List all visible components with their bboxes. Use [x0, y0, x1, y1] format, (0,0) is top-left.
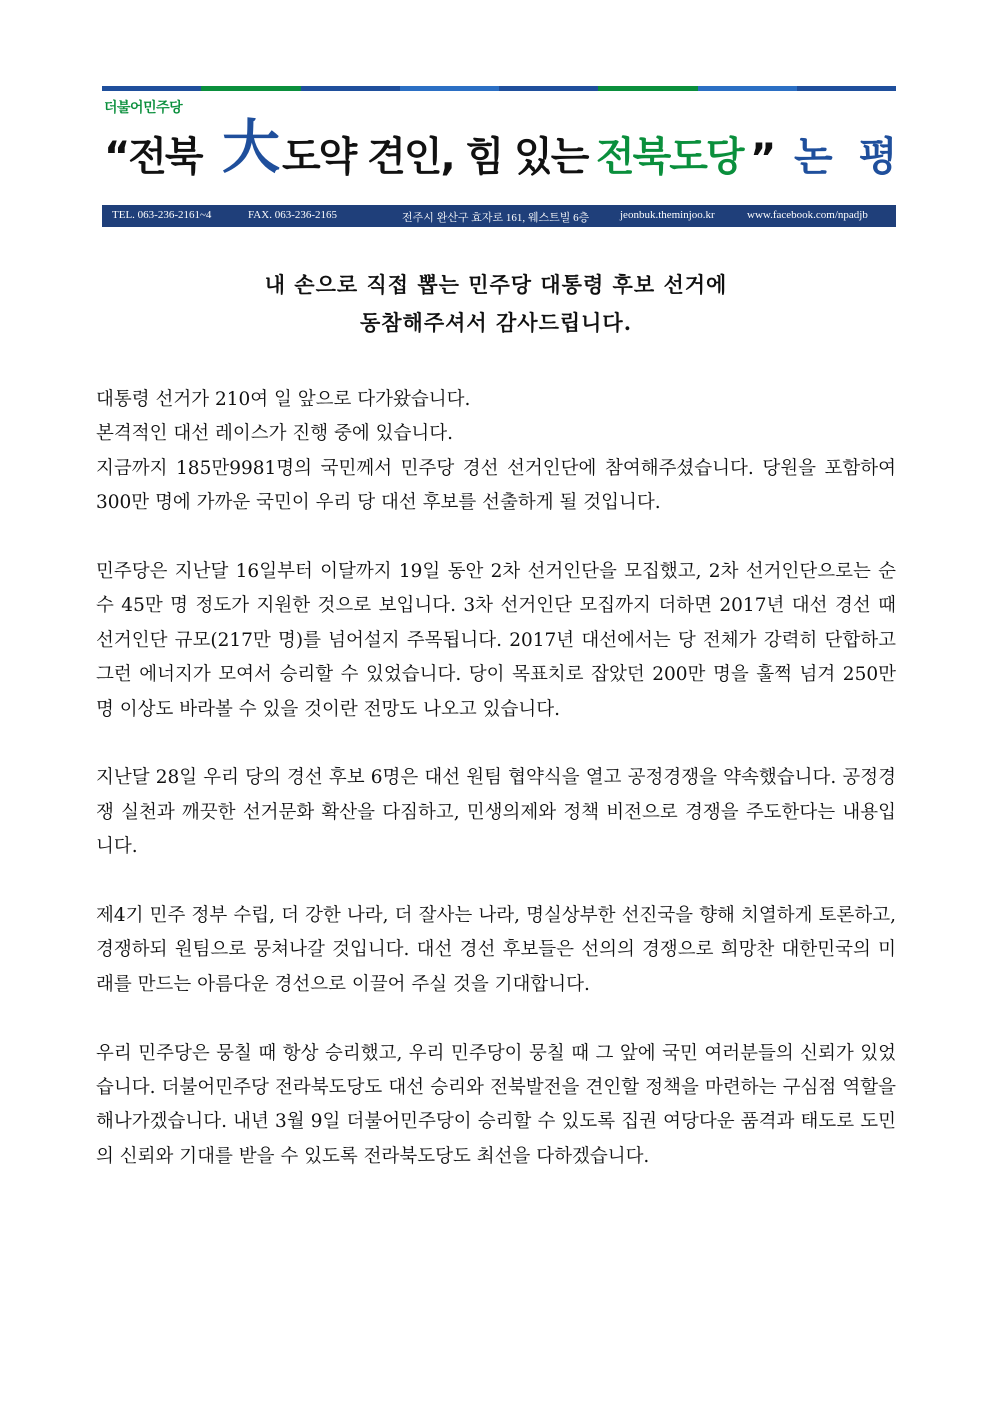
band-segment: [400, 86, 499, 91]
title-line-1: 내 손으로 직접 뽑는 민주당 대통령 후보 선거에: [264, 272, 728, 297]
band-segment: [102, 86, 201, 91]
headline-mid: 도약 견인, 힘 있는: [282, 134, 588, 180]
contact-tel: TEL. 063-236-2161~4: [112, 209, 212, 221]
header-headline: [104, 113, 904, 196]
title-line-2: 동참해주셔서 감사드립니다.: [359, 310, 633, 335]
headline-close-quote: ”: [750, 136, 775, 182]
paragraph-line: 대통령 선거가 210여 일 앞으로 다가왔습니다.: [96, 389, 471, 410]
paragraph-5: 우리 민주당은 뭉칠 때 항상 승리했고, 우리 민주당이 뭉칠 때 그 앞에 국민 여러분들의 신뢰가 있었습니다. 더불어민주당 전라북도당도 대선 승리와 전북발전을 견인할 정책을 마련하는 구심점 역할을 해나가겠습니다. 내년 3월 9일 더불어민주당이 승리할 수 있도록 집권 여당다운 품격과 태도로 도민의 신뢰와 기대를 받을 수 있도록 전라북도당도 최선을 다하겠습니다.: [96, 1042, 896, 1167]
headline-big-char: 大: [222, 113, 279, 181]
paragraph-1: [96, 383, 896, 521]
contact-info-bar: [102, 205, 896, 227]
headline-commentary-label: 논 평: [794, 134, 904, 180]
contact-fax: FAX. 063-236-2165: [248, 209, 338, 221]
paragraph-4: 제4기 민주 정부 수립, 더 강한 나라, 더 잘사는 나라, 명실상부한 선진국을 향해 치열하게 토론하고, 경쟁하되 원팀으로 뭉쳐나갈 것입니다. 대선 경선 후보들은 선의의 경쟁으로 희망찬 대한민국의 미래를 만드는 아름다운 경선으로 이끌어 주실 것을 기대합니다.: [96, 905, 896, 995]
paragraph-3: 지난달 28일 우리 당의 경선 후보 6명은 대선 원팀 협약식을 열고 공정경쟁을 약속했습니다. 공정경쟁 실천과 깨끗한 선거문화 확산을 다짐하고, 민생의제와 정책 비전으로 경쟁을 주도한다는 내용입니다.: [96, 767, 896, 858]
paragraph-2: 민주당은 지난달 16일부터 이달까지 19일 동안 2차 선거인단을 모집했고, 2차 선거인단으로는 순수 45만 명 정도가 지원한 것으로 보입니다. 3차 선거인단 모집까지 더하면 2017년 대선 경선 때 선거인단 규모(217만 명)를 넘어설지 주목됩니다. 2017년 대선에서는 당 전체가 강력히 단합하고 그런 에너지가 모여서 승리할 수 있었습니다. 당이 목표치로 잡았던 200만 명을 훌쩍 넘겨 250만 명 이상도 바라볼 수 있을 것이란 전망도 나오고 있습니다.: [96, 561, 896, 720]
band-segment: [698, 86, 797, 91]
paragraph-line: 지금까지 185만9981명의 국민께서 민주당 경선 선거인단에 참여해주셨습니다. 당원을 포함하여 300만 명에 가까운 국민이 우리 당 대선 후보를 선출하게 될 것입니다.: [96, 457, 896, 514]
band-segment: [797, 86, 896, 91]
party-logo-text: 더불어민주당: [104, 100, 183, 116]
paragraph-line: 본격적인 대선 레이스가 진행 중에 있습니다.: [96, 423, 453, 445]
contact-address: 전주시 완산구 효자로 161, 웨스트빌 6층: [402, 212, 590, 224]
document-title: [96, 266, 896, 342]
contact-facebook: www.facebook.com/npadjb: [747, 209, 868, 221]
band-segment: [598, 86, 697, 91]
band-segment: [301, 86, 400, 91]
headline-open: “전북: [104, 134, 202, 180]
document-body: [96, 383, 896, 1209]
header-color-band: [102, 86, 896, 91]
band-segment: [201, 86, 300, 91]
headline-green: 전북도당: [596, 134, 743, 180]
band-segment: [499, 86, 598, 91]
contact-website: jeonbuk.theminjoo.kr: [620, 209, 715, 221]
